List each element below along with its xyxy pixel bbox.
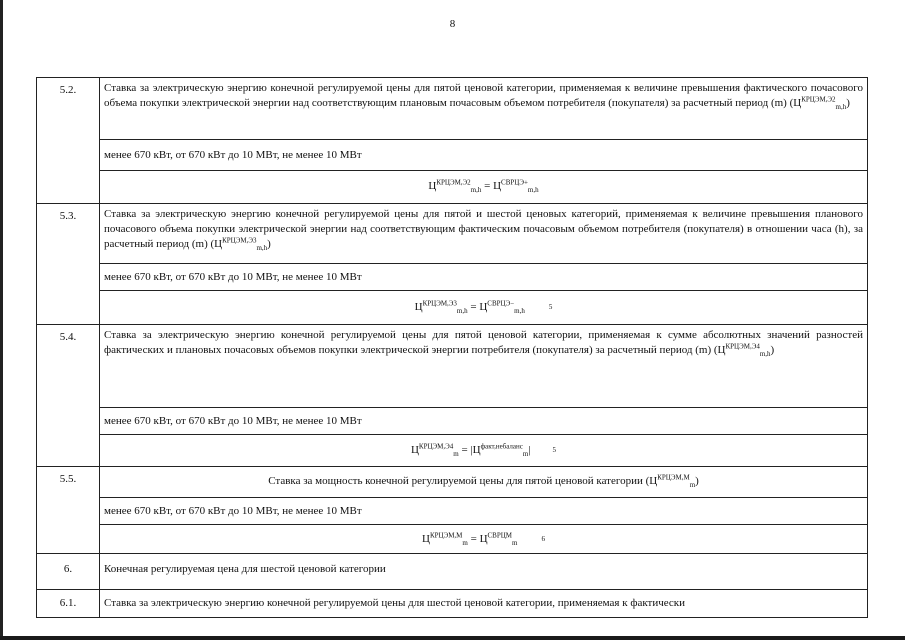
power-range: менее 670 кВт, от 670 кВт до 10 МВт, не менее 10 МВт: [100, 263, 867, 290]
footnote-ref: 5: [552, 446, 557, 454]
scan-edge-bottom: [0, 636, 905, 640]
formula-symbol: Ц: [649, 475, 658, 487]
row-title: Ставка за мощность конечной регулируемой цены для пятой ценовой категории $(Ц^{КРЦЭМ,М}_m)$: [268, 473, 699, 490]
power-range: менее 670 кВт, от 670 кВт до 10 МВт, не менее 10 МВт: [100, 139, 867, 170]
formula: $Ц^{КРЦЭМ,М}_m = Ц^{СВРЦМ}_m^6$: [100, 524, 867, 553]
row-number: 6.: [37, 554, 100, 589]
formula: $Ц^{КРЦЭМ,Э2}_{m,h} = Ц^{СВРЦЭ+}_{m,h}$: [100, 170, 867, 203]
table-row: [36, 203, 868, 324]
row-title: Конечная регулируемая цена для шестой ценовой категории: [104, 563, 386, 575]
table-row: [36, 553, 868, 589]
row-number: 5.4.: [37, 325, 100, 466]
table-row: [36, 589, 868, 618]
row-title: Ставка за электрическую энергию конечной регулируемой цены для шестой ценовой категории, применяемая к фактически: [104, 597, 686, 609]
row-title: Ставка за электрическую энергию конечной регулируемой цены для пятой и шестой ценовых категорий, применяемая к величине превышения планового почасового объема покупки электрической энергии над соответствующим фактическим почасовым объемом потребителя (покупателя) в отношении часа (h), за расчетный период (m) $(Ц^{КРЦЭМ,Э3}_{m,h})$: [104, 208, 863, 253]
power-range: менее 670 кВт, от 670 кВт до 10 МВт, не менее 10 МВт: [100, 497, 867, 524]
formula: $Ц^{КРЦЭМ,Э3}_{m,h} = Ц^{СВРЦЭ-}_{m,h}^5$: [100, 290, 867, 324]
table-row: [36, 77, 868, 203]
row-number: 6.1.: [37, 590, 100, 617]
scan-edge-left: [0, 0, 3, 640]
row-title: Ставка за электрическую энергию конечной регулируемой цены для пятой ценовой категории, применяемая к величине превышения фактического почасового объема покупки электрической энергии над соответствующим плановым почасовым объемом потребителя (покупателя) за расчетный период (m) $(Ц^{КРЦЭМ,Э2}_{m,h})$: [104, 82, 863, 112]
formula: $Ц^{КРЦЭМ,Э4}_m = |Ц^{факт,небаланс}_m|$ $^5$: [100, 434, 867, 466]
table-row: [36, 466, 868, 553]
row-number: 5.2.: [37, 78, 100, 203]
row-number: 5.3.: [37, 204, 100, 324]
row-title: Ставка за электрическую энергию конечной регулируемой цены для пятой ценовой категории, применяемая к сумме абсолютных значений разностей фактических и плановых почасовых объемов покупки электрической энергии потребителя (покупателя) за расчетный период (m) $(Ц^{КРЦЭМ,Э4}_{m,h})$: [104, 329, 863, 359]
page-number: 8: [449, 18, 456, 30]
footnote-ref: 5: [548, 303, 553, 311]
table-row: [36, 324, 868, 466]
formula-symbol: Ц: [214, 238, 223, 250]
footnote-ref: 6: [541, 535, 545, 543]
tariff-table: [36, 77, 868, 618]
power-range: менее 670 кВт, от 670 кВт до 10 МВт, не менее 10 МВт: [100, 407, 867, 434]
row-number: 5.5.: [37, 467, 100, 553]
formula-symbol: Ц: [793, 97, 802, 109]
formula-symbol: Ц: [717, 344, 726, 356]
